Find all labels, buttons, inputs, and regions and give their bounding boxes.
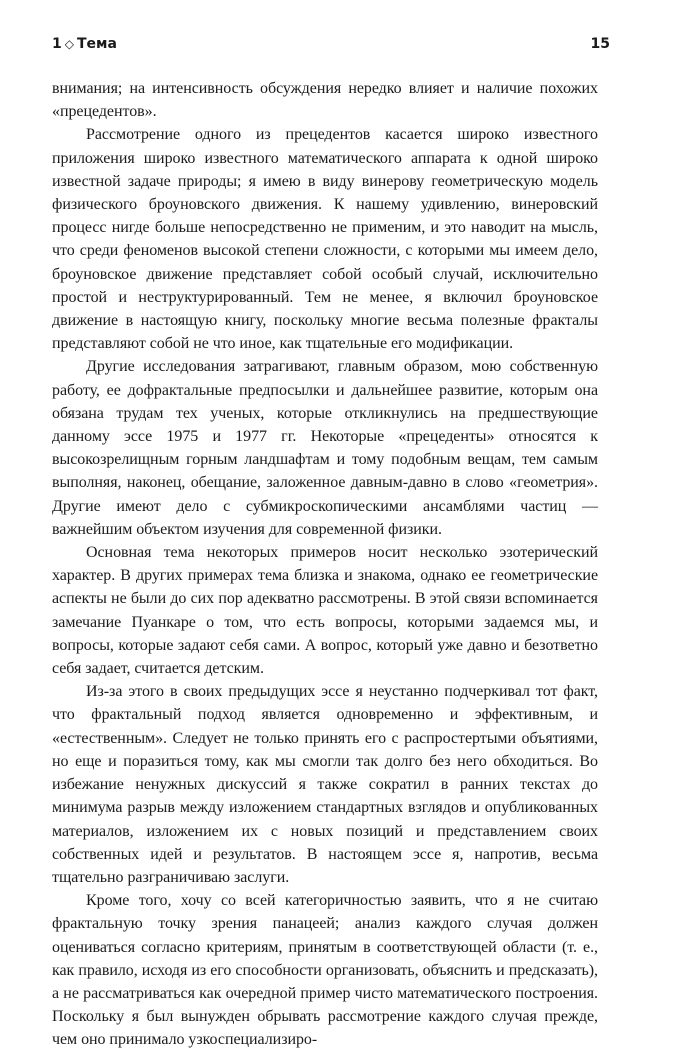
running-header [52, 36, 610, 56]
body-text [52, 77, 598, 1052]
paragraph: Другие исследования затрагивают, главным образом, мою собственную работу, ее дофрактальные предпосылки и дальнейшее развитие, которым она обязана трудам тех ученых, которые откликнулись на предшествующие данному эссе 1975 и 1977 гг. Некоторые «прецеденты» относятся к высокозрелищным горным ландшафтам и тому подобным вещам, тем самым выполняя, наконец, обещание, заложенное давным-давно в слово «геометрия». Другие имеют дело с субмикроскопическими ансамблями частиц — важнейшим объектом изучения для современной физики. [52, 358, 598, 538]
paragraph-continued: внимания; на интенсивность обсуждения нередко влияет и наличие похожих «прецедентов». [52, 80, 598, 121]
chapter-title: Тема [76, 36, 117, 52]
chapter-heading [52, 36, 117, 52]
diamond-separator-icon: ◇ [64, 37, 74, 51]
page-number: 15 [590, 36, 610, 52]
paragraph: Кроме того, хочу со всей категоричностью заявить, что я не считаю фрактальную точку зрения панацеей; анализ каждого случая должен оцениваться согласно критериям, принятым в соответствующей области (т. е., как правило, исходя из его способности организовать, объяснить и предсказать), а не рассматриваться как очередной пример чисто математического построения. Поскольку я был вынужден обрывать рассмотрение каждого случая прежде, чем оно принимало узкоспециализиро- [52, 892, 598, 1049]
chapter-number: 1 [52, 36, 62, 52]
paragraph: Рассмотрение одного из прецедентов касается широко известного приложения широко известного математического аппарата к одной широко известной задаче природы; я имею в виду винерову геометрическую модель физического броуновского движения. К нашему удивлению, винеровский процесс нигде больше непосредственно не применим, и это наводит на мысль, что среди феноменов высокой степени сложности, с которыми мы имеем дело, броуновское движение представляет собой особый случай, исключительно простой и неструктурированный. Тем не менее, я включил броуновское движение в настоящую книгу, поскольку многие весьма полезные фракталы представляют собой не что иное, как тщательные его модификации. [52, 126, 598, 353]
paragraph: Основная тема некоторых примеров носит несколько эзотерический характер. В других примерах тема близка и знакома, однако ее геометрические аспекты не были до сих пор адекватно рассмотрены. В этой связи вспоминается замечание Пуанкаре о том, что есть вопросы, которыми задаемся мы, и вопросы, которые задают себя сами. А вопрос, который уже давно и безответно себя задает, считается детским. [52, 544, 598, 678]
paragraph: Из-за этого в своих предыдущих эссе я неустанно подчеркивал тот факт, что фрактальный подход является одновременно и эффективным, и «естественным». Следует не только принять его с распростертыми объятиями, но еще и поразиться тому, как мы смогли так долго без него обходиться. Во избежание ненужных дискуссий я также сократил в ранних текстах до минимума разрыв между изложением стандартных взглядов и опубликованных материалов, изложением их с новых позиций и представлением своих собственных идей и результатов. В настоящем эссе я, напротив, весьма тщательно разграничиваю заслуги. [52, 683, 598, 886]
